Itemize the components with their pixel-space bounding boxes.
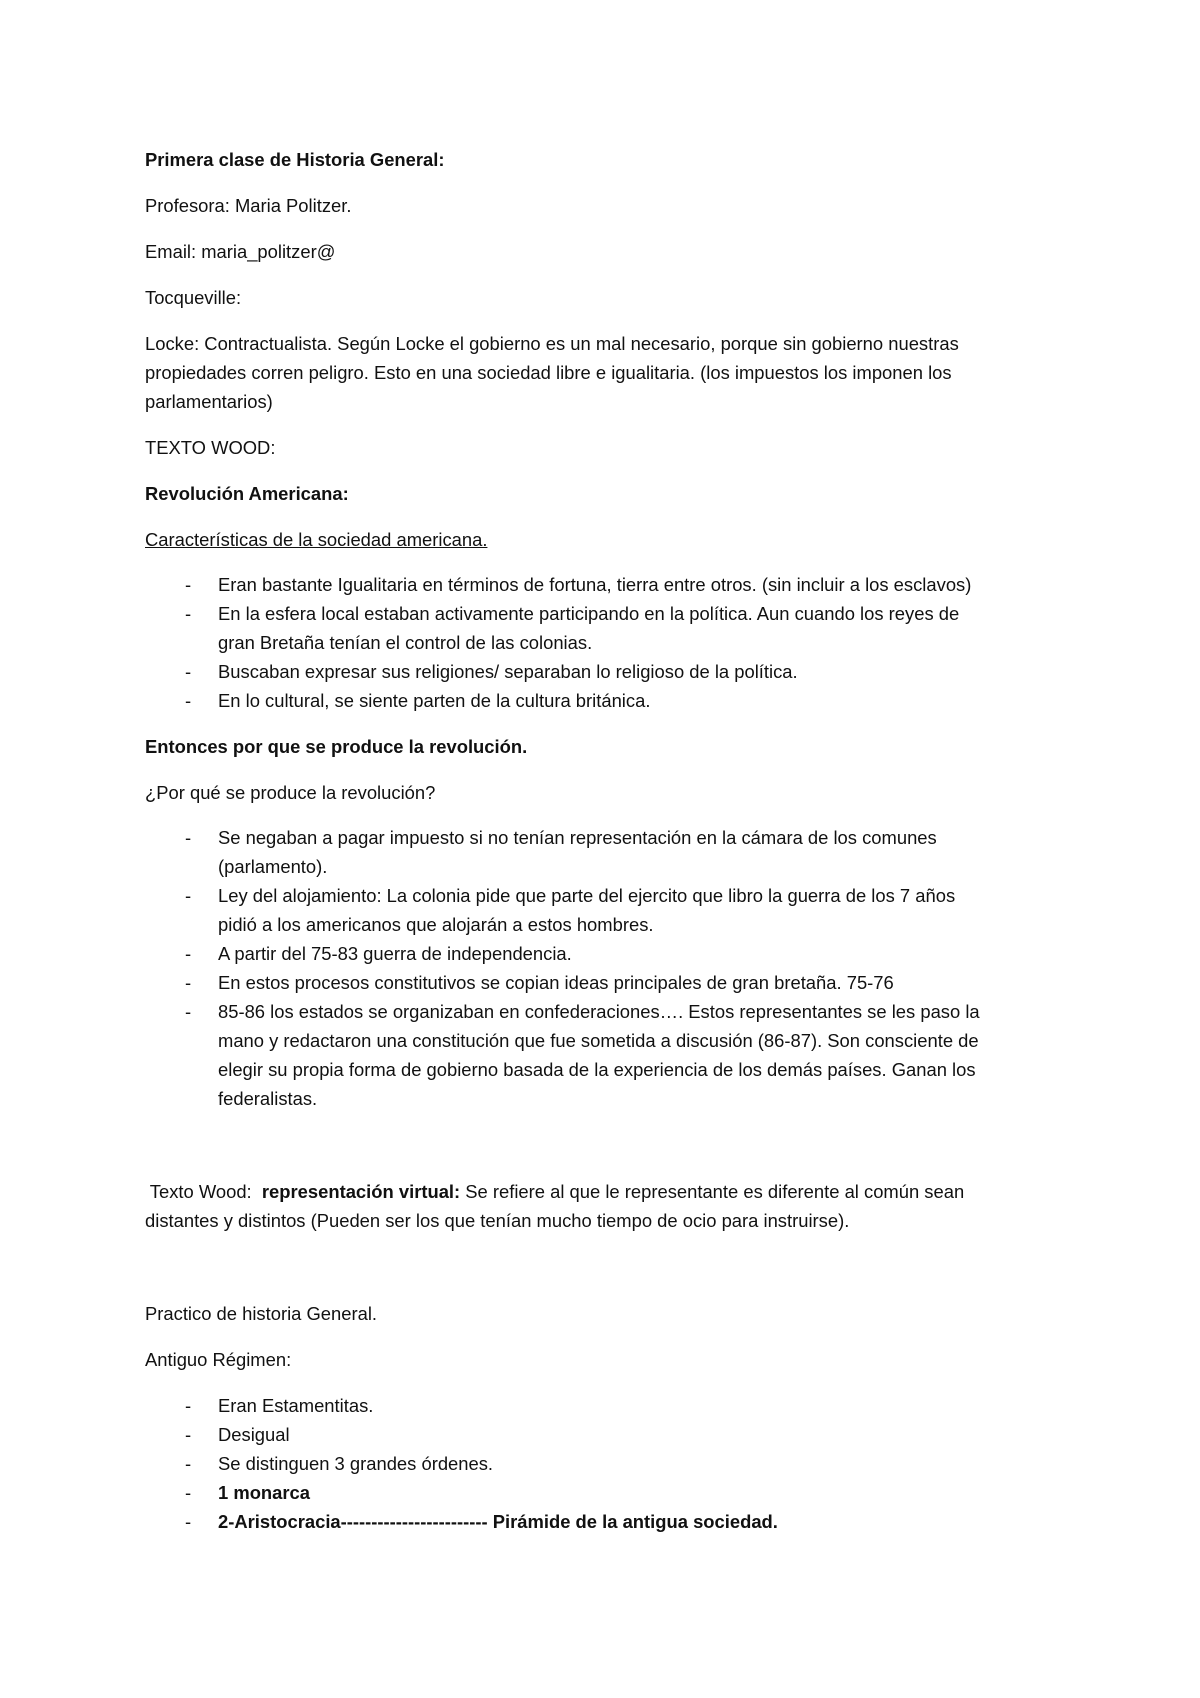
bullet-dash: - xyxy=(185,1424,192,1445)
list-item: Ley del alojamiento: La colonia pide que parte del ejercito que libro la guerra de los 7 años xyxy=(218,885,956,906)
revolucion-heading: Revolución Americana: xyxy=(145,483,349,504)
wood-definition: Se refiere al que le representante es diferente al común sean xyxy=(460,1181,965,1202)
locke-line-1 xyxy=(145,335,959,353)
entonces-heading: Entonces por que se produce la revolución. xyxy=(145,736,528,757)
list-item-continuation: mano y redactaron una constitución que fue sometida a discusión (86-87). Son consciente de xyxy=(218,1030,979,1051)
list-item-continuation: federalistas. xyxy=(218,1088,318,1109)
bullet-dash: - xyxy=(185,661,192,682)
bullet-dash: - xyxy=(185,943,192,964)
bullet-dash: - xyxy=(185,827,192,848)
email-line: Email: maria_politzer@ xyxy=(145,241,336,262)
list-item: Eran bastante Igualitaria en términos de fortuna, tierra entre otros. (sin incluir a los esclavos) xyxy=(218,574,972,595)
bullet-dash: - xyxy=(185,574,192,595)
locke-label: Locke: xyxy=(145,333,200,354)
list-item: En lo cultural, se siente parten de la cultura británica. xyxy=(218,690,651,711)
bullet-dash: - xyxy=(185,972,192,993)
list-item-continuation: (parlamento). xyxy=(218,856,328,877)
bullet-dash: - xyxy=(185,1395,192,1416)
bullet-dash: - xyxy=(185,690,192,711)
texto-wood-heading: TEXTO WOOD: xyxy=(145,437,276,458)
list-item-continuation: gran Bretaña tenían el control de las colonias. xyxy=(218,632,593,653)
wood-bold-term: representación virtual: xyxy=(261,1181,461,1202)
tocqueville-line: Tocqueville: xyxy=(145,287,242,308)
list-item: Se distinguen 3 grandes órdenes. xyxy=(218,1453,494,1474)
wood-prefix: Texto Wood: xyxy=(145,1181,262,1202)
por-que-heading: ¿Por qué se produce la revolución? xyxy=(145,782,436,803)
list-item: A partir del 75-83 guerra de independencia. xyxy=(218,943,572,964)
wood-paragraph-line-2: distantes y distintos (Pueden ser los que tenían mucho tiempo de ocio para instruirse). xyxy=(145,1210,850,1231)
caracteristicas-heading: Características de la sociedad americana. xyxy=(145,529,488,550)
list-item: Desigual xyxy=(218,1424,290,1445)
document-title: Primera clase de Historia General: xyxy=(145,149,445,170)
list-item-continuation: elegir su propia forma de gobierno basada de la experiencia de los demás países. Ganan los xyxy=(218,1059,976,1080)
bullet-dash: - xyxy=(185,1511,192,1532)
bullet-dash: - xyxy=(185,1001,192,1022)
list-item: En la esfera local estaban activamente participando en la política. Aun cuando los reyes de xyxy=(218,603,960,624)
locke-text: Contractualista. Según Locke el gobierno es un mal necesario, porque sin gobierno nuestras xyxy=(199,333,959,354)
bullet-dash: - xyxy=(185,1482,192,1503)
list-item: Buscaban expresar sus religiones/ separaban lo religioso de la política. xyxy=(218,661,798,682)
bullet-dash: - xyxy=(185,1453,192,1474)
antiguo-heading: Antiguo Régimen: xyxy=(145,1349,292,1370)
list-item: Eran Estamentitas. xyxy=(218,1395,374,1416)
list-item-continuation: pidió a los americanos que alojarán a estos hombres. xyxy=(218,914,654,935)
professor-line: Profesora: Maria Politzer. xyxy=(145,195,352,216)
wood-paragraph-line-1 xyxy=(145,1183,964,1201)
practico-heading: Practico de historia General. xyxy=(145,1303,378,1324)
locke-line-2: propiedades corren peligro. Esto en una sociedad libre e igualitaria. (los impuestos los imponen los xyxy=(145,362,952,383)
list-item: 2-Aristocracia------------------------ Pirámide de la antigua sociedad. xyxy=(218,1511,778,1532)
list-item: Se negaban a pagar impuesto si no tenían representación en la cámara de los comunes xyxy=(218,827,937,848)
list-item: 1 monarca xyxy=(218,1482,310,1503)
list-item: 85-86 los estados se organizaban en confederaciones…. Estos representantes se les paso la xyxy=(218,1001,980,1022)
bullet-dash: - xyxy=(185,885,192,906)
bullet-dash: - xyxy=(185,603,192,624)
locke-line-3: parlamentarios) xyxy=(145,391,273,412)
list-item: En estos procesos constitutivos se copian ideas principales de gran bretaña. 75-76 xyxy=(218,972,894,993)
